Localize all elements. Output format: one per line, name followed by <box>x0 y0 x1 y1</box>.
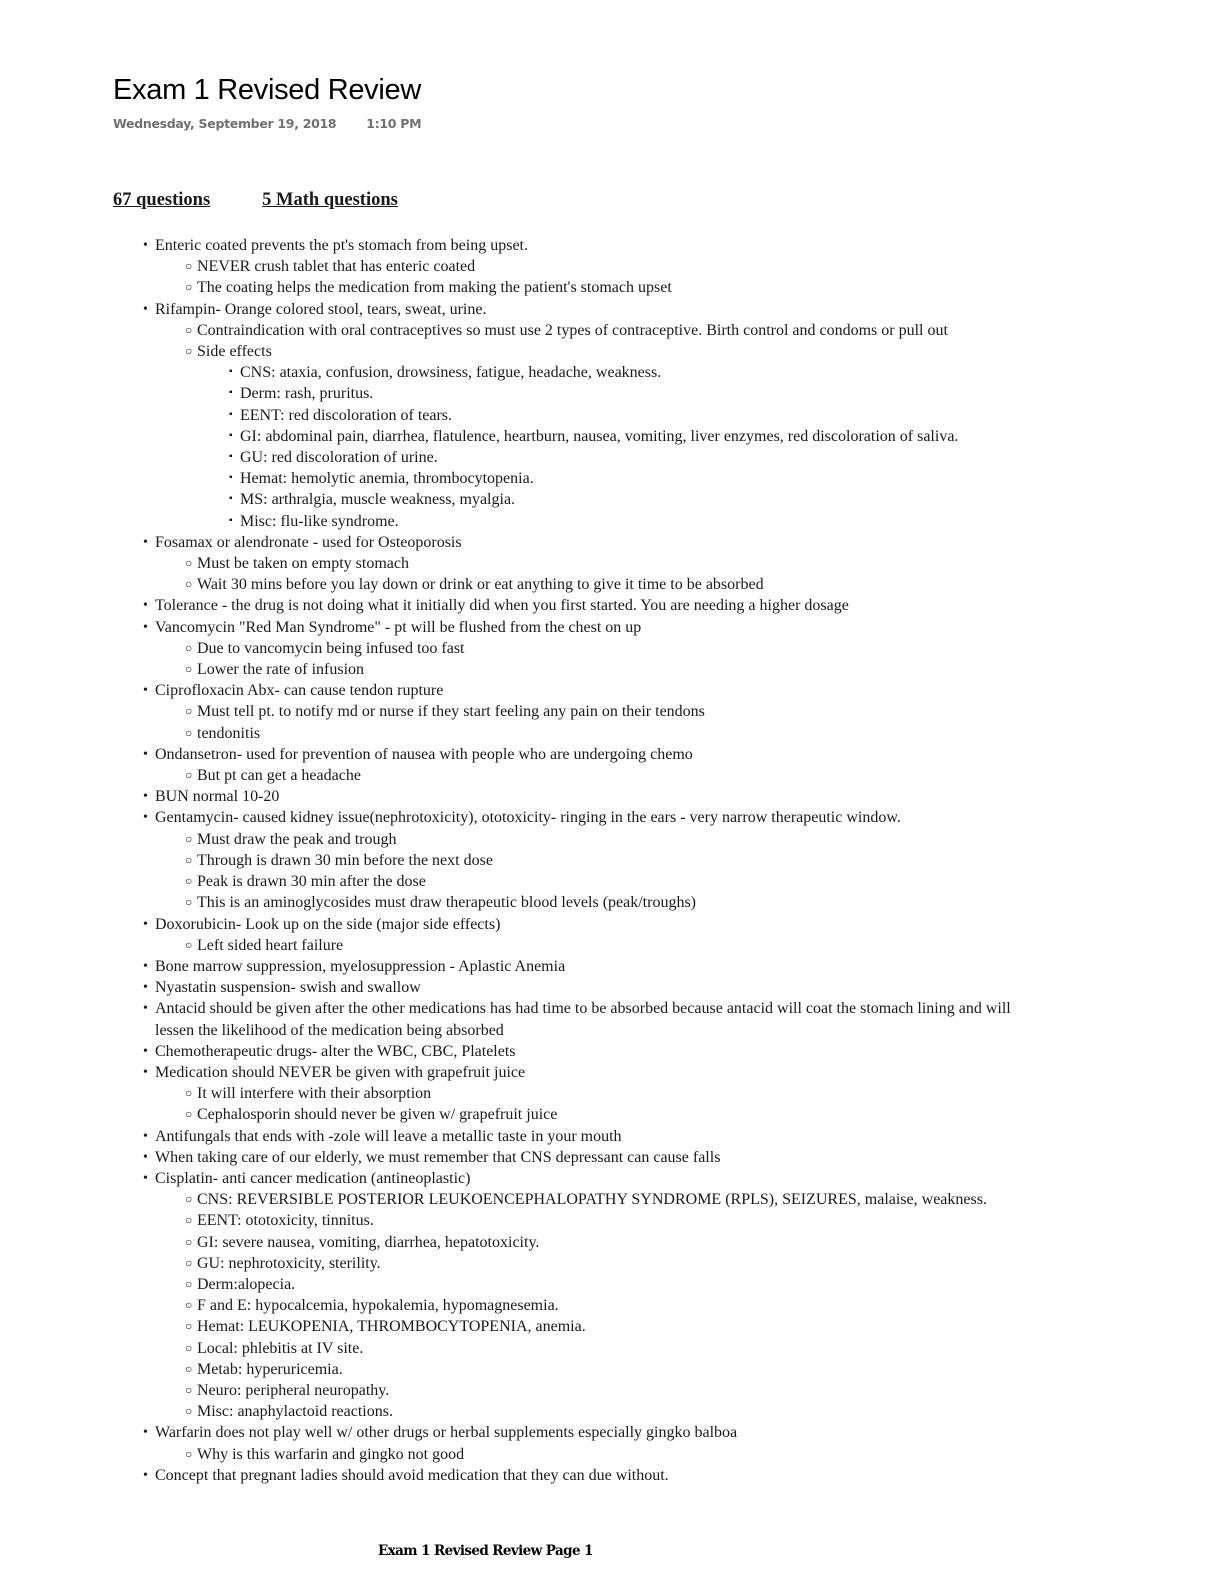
list-item <box>0 680 1224 701</box>
list-item <box>0 1295 1224 1316</box>
list-item-text: Misc: flu-like syndrome. <box>240 512 399 530</box>
list-item-text: EENT: red discoloration of tears. <box>240 406 453 424</box>
list-item-text: Cephalosporin should never be given w/ grapefruit juice <box>197 1106 558 1124</box>
square-bullet-icon: ▪ <box>229 514 233 526</box>
bullet-icon: • <box>143 301 148 317</box>
list-item-text: Doxorubicin- Look up on the side (major side effects) <box>155 915 501 933</box>
list-item-text: Ciprofloxacin Abx- can cause tendon rupture <box>155 682 444 700</box>
list-item-text: Bone marrow suppression, myelosuppression - Aplastic Anemia <box>155 957 566 975</box>
circle-bullet-icon: ○ <box>185 895 193 910</box>
list-item <box>0 1210 1224 1231</box>
list-item <box>0 1359 1224 1380</box>
circle-bullet-icon: ○ <box>185 1086 193 1101</box>
list-item <box>0 574 1224 595</box>
list-item <box>0 638 1224 659</box>
bullet-icon: • <box>143 534 148 550</box>
notes-list <box>0 235 1224 1486</box>
bullet-icon: • <box>143 238 148 253</box>
list-item-text: F and E: hypocalcemia, hypokalemia, hypomagnesemia. <box>197 1297 559 1315</box>
circle-bullet-icon: ○ <box>185 1192 193 1207</box>
square-bullet-icon: ▪ <box>229 429 233 441</box>
list-item-text: Hemat: LEUKOPENIA, THROMBOCYTOPENIA, anemia. <box>197 1318 586 1336</box>
list-item-text: Why is this warfarin and gingko not good <box>197 1445 465 1463</box>
page-timestamp <box>113 116 421 131</box>
list-item <box>0 1083 1224 1104</box>
list-item <box>0 1062 1224 1083</box>
list-item <box>0 1316 1224 1337</box>
circle-bullet-icon: ○ <box>185 768 193 783</box>
list-item-text: Side effects <box>197 343 272 361</box>
list-item <box>0 1380 1224 1401</box>
list-item <box>0 511 1224 532</box>
circle-bullet-icon: ○ <box>185 1276 193 1291</box>
circle-bullet-icon: ○ <box>185 1446 193 1461</box>
page-time: 1:10 PM <box>366 116 422 131</box>
circle-bullet-icon: ○ <box>185 344 193 359</box>
bullet-icon: • <box>143 810 148 826</box>
square-bullet-icon: ▪ <box>229 387 233 399</box>
list-item-text: It will interfere with their absorption <box>197 1085 432 1103</box>
list-item <box>0 383 1224 404</box>
list-item-text: GU: nephrotoxicity, sterility. <box>197 1254 381 1272</box>
list-item <box>0 807 1224 828</box>
bullet-icon: • <box>143 1425 148 1441</box>
bullet-icon: • <box>143 1043 148 1059</box>
circle-bullet-icon: ○ <box>185 725 193 740</box>
circle-bullet-icon: ○ <box>185 280 193 295</box>
circle-bullet-icon: ○ <box>185 704 193 719</box>
math-question-count: 5 Math questions <box>262 190 398 210</box>
bullet-icon: • <box>143 958 148 974</box>
circle-bullet-icon: ○ <box>185 640 193 655</box>
circle-bullet-icon: ○ <box>185 1382 193 1397</box>
list-item-text: CNS: REVERSIBLE POSTERIOR LEUKOENCEPHALOPATHY SYNDROME (RPLS), SEIZURES, malaise, weakness. <box>197 1191 987 1209</box>
circle-bullet-icon: ○ <box>185 662 193 677</box>
list-item-text: Gentamycin- caused kidney issue(nephrotoxicity), ototoxicity- ringing in the ears - very narrow therapeutic window. <box>155 809 901 827</box>
list-item-text: Medication should NEVER be given with grapefruit juice <box>155 1063 526 1081</box>
bullet-icon: • <box>143 1001 148 1017</box>
circle-bullet-icon: ○ <box>185 1213 193 1228</box>
list-item <box>0 1147 1224 1168</box>
list-item-text: Nyastatin suspension- swish and swallow <box>155 979 421 997</box>
page-date: Wednesday, September 19, 2018 <box>113 116 337 131</box>
list-item-text: When taking care of our elderly, we must remember that CNS depressant can cause falls <box>155 1148 721 1166</box>
list-item <box>0 914 1224 935</box>
square-bullet-icon: ▪ <box>229 366 233 378</box>
list-item-text: Contraindication with oral contraceptives so must use 2 types of contraceptive. Birth control and condoms or pull out <box>197 321 948 339</box>
square-bullet-icon: ▪ <box>229 472 233 484</box>
bullet-icon: • <box>143 1170 148 1186</box>
circle-bullet-icon: ○ <box>185 1255 193 1270</box>
list-item-text: Antifungals that ends with -zole will leave a metallic taste in your mouth <box>155 1127 622 1145</box>
list-item <box>0 1444 1224 1465</box>
list-item <box>0 744 1224 765</box>
list-item-text: Cisplatin- anti cancer medication (antineoplastic) <box>155 1169 471 1187</box>
list-item-text: Rifampin- Orange colored stool, tears, sweat, urine. <box>155 300 487 318</box>
list-item <box>0 617 1224 638</box>
exam-summary <box>113 190 398 211</box>
list-item-text: Metab: hyperuricemia. <box>197 1360 343 1378</box>
bullet-icon: • <box>143 683 148 699</box>
square-bullet-icon: ▪ <box>229 493 233 505</box>
circle-bullet-icon: ○ <box>185 577 193 592</box>
list-item <box>0 723 1224 744</box>
page-footer: Exam 1 Revised Review Page 1 <box>378 1543 593 1559</box>
circle-bullet-icon: ○ <box>185 831 193 846</box>
circle-bullet-icon: ○ <box>185 322 193 337</box>
list-item-text: Through is drawn 30 min before the next dose <box>197 851 493 869</box>
list-item <box>0 277 1224 298</box>
list-item <box>0 468 1224 489</box>
list-item-text: GI: severe nausea, vomiting, diarrhea, hepatotoxicity. <box>197 1233 540 1251</box>
list-item <box>0 1232 1224 1253</box>
list-item-text: NEVER crush tablet that has enteric coated <box>197 258 476 276</box>
list-item <box>0 998 1224 1019</box>
list-item-text: Due to vancomycin being infused too fast <box>197 639 465 657</box>
list-item-text: Antacid should be given after the other medications has had time to be absorbed because antacid will coat the stomach lining and will <box>155 1000 1011 1018</box>
circle-bullet-icon: ○ <box>185 1404 193 1419</box>
list-item <box>0 765 1224 786</box>
list-item-text: GU: red discoloration of urine. <box>240 449 438 467</box>
bullet-icon: • <box>143 1064 148 1080</box>
circle-bullet-icon: ○ <box>185 874 193 889</box>
list-item <box>0 1189 1224 1210</box>
list-item-text: Peak is drawn 30 min after the dose <box>197 873 426 891</box>
list-item-text: Hemat: hemolytic anemia, thrombocytopenia. <box>240 470 534 488</box>
bullet-icon: • <box>143 598 148 614</box>
circle-bullet-icon: ○ <box>185 556 193 571</box>
list-item-text: The coating helps the medication from making the patient's stomach upset <box>197 279 672 297</box>
list-item <box>0 447 1224 468</box>
list-item-text: Derm: rash, pruritus. <box>240 385 374 403</box>
list-item-text: Must draw the peak and trough <box>197 830 397 848</box>
list-item <box>0 426 1224 447</box>
list-item-text: This is an aminoglycosides must draw therapeutic blood levels (peak/troughs) <box>197 894 696 912</box>
circle-bullet-icon: ○ <box>185 937 193 952</box>
list-item <box>0 1253 1224 1274</box>
bullet-icon: • <box>143 916 148 932</box>
list-item-text: tendonitis <box>197 724 261 742</box>
list-item <box>0 256 1224 277</box>
bullet-icon: • <box>143 980 148 996</box>
list-item <box>0 1338 1224 1359</box>
bullet-icon: • <box>143 1467 148 1483</box>
list-item <box>0 320 1224 341</box>
circle-bullet-icon: ○ <box>185 1234 193 1249</box>
list-item <box>0 1104 1224 1125</box>
list-item-text: Neuro: peripheral neuropathy. <box>197 1381 390 1399</box>
list-item <box>0 892 1224 913</box>
square-bullet-icon: ▪ <box>229 408 233 420</box>
list-item <box>0 553 1224 574</box>
bullet-icon: • <box>143 1149 148 1165</box>
list-item <box>0 362 1224 383</box>
list-item-text: CNS: ataxia, confusion, drowsiness, fatigue, headache, weakness. <box>240 364 662 382</box>
circle-bullet-icon: ○ <box>185 1340 193 1355</box>
list-item-text: Must be taken on empty stomach <box>197 555 409 573</box>
list-item <box>0 659 1224 680</box>
list-item-text: Tolerance - the drug is not doing what it initially did when you first started. You are needing a higher dosage <box>155 597 849 615</box>
circle-bullet-icon: ○ <box>185 1361 193 1376</box>
list-item <box>0 489 1224 510</box>
list-item-text: BUN normal 10-20 <box>155 788 280 806</box>
list-item-text: Ondansetron- used for prevention of nausea with people who are undergoing chemo <box>155 745 693 763</box>
circle-bullet-icon: ○ <box>185 1298 193 1313</box>
list-item <box>0 850 1224 871</box>
bullet-icon: • <box>143 789 148 805</box>
circle-bullet-icon: ○ <box>185 852 193 867</box>
list-item-text: Chemotherapeutic drugs- alter the WBC, CBC, Platelets <box>155 1042 516 1060</box>
list-item <box>0 595 1224 616</box>
list-item <box>0 1041 1224 1062</box>
list-item <box>0 701 1224 722</box>
circle-bullet-icon: ○ <box>185 1107 193 1122</box>
list-item <box>0 956 1224 977</box>
list-item <box>0 829 1224 850</box>
list-item-text: Misc: anaphylactoid reactions. <box>197 1403 393 1421</box>
list-item <box>0 1465 1224 1486</box>
list-item-text: Enteric coated prevents the pt's stomach from being upset. <box>155 237 528 254</box>
list-item-text: MS: arthralgia, muscle weakness, myalgia. <box>240 491 516 509</box>
list-item-text: Wait 30 mins before you lay down or drink or eat anything to give it time to be absorbed <box>197 576 764 594</box>
list-item <box>0 235 1224 256</box>
bullet-icon: • <box>143 619 148 635</box>
page-title: Exam 1 Revised Review <box>113 74 421 106</box>
list-item <box>0 977 1224 998</box>
list-item <box>0 405 1224 426</box>
list-item-text: Must tell pt. to notify md or nurse if they start feeling any pain on their tendons <box>197 703 705 721</box>
list-item-text: Warfarin does not play well w/ other drugs or herbal supplements especially gingko balboa <box>155 1424 738 1442</box>
list-item-text: But pt can get a headache <box>197 767 361 785</box>
list-item <box>0 1168 1224 1189</box>
list-item <box>0 1401 1224 1422</box>
list-item <box>0 1126 1224 1147</box>
list-item-text: EENT: ototoxicity, tinnitus. <box>197 1212 374 1230</box>
bullet-icon: • <box>143 746 148 762</box>
list-item-text: Local: phlebitis at IV site. <box>197 1339 364 1357</box>
question-count: 67 questions <box>113 190 211 210</box>
list-item <box>0 935 1224 956</box>
list-item <box>0 871 1224 892</box>
circle-bullet-icon: ○ <box>185 1319 193 1334</box>
list-item <box>0 299 1224 320</box>
list-item <box>0 1274 1224 1295</box>
list-item-text: Left sided heart failure <box>197 936 344 954</box>
list-item <box>0 532 1224 553</box>
circle-bullet-icon: ○ <box>185 259 193 274</box>
list-item-text: Concept that pregnant ladies should avoid medication that they can due without. <box>155 1466 669 1484</box>
list-item-text: Derm:alopecia. <box>197 1275 296 1293</box>
list-item-text: Lower the rate of infusion <box>197 661 365 679</box>
list-item-text: GI: abdominal pain, diarrhea, flatulence, heartburn, nausea, vomiting, liver enzymes, red discoloration of saliva. <box>240 427 959 445</box>
list-item-text: Fosamax or alendronate - used for Osteoporosis <box>155 533 462 551</box>
list-item-text: Vancomycin "Red Man Syndrome" - pt will be flushed from the chest on up <box>155 618 642 636</box>
list-item <box>0 786 1224 807</box>
list-item-continuation: lessen the likelihood of the medication being absorbed <box>155 1021 504 1039</box>
list-item <box>0 341 1224 362</box>
list-item <box>0 1422 1224 1443</box>
square-bullet-icon: ▪ <box>229 451 233 463</box>
bullet-icon: • <box>143 1128 148 1144</box>
